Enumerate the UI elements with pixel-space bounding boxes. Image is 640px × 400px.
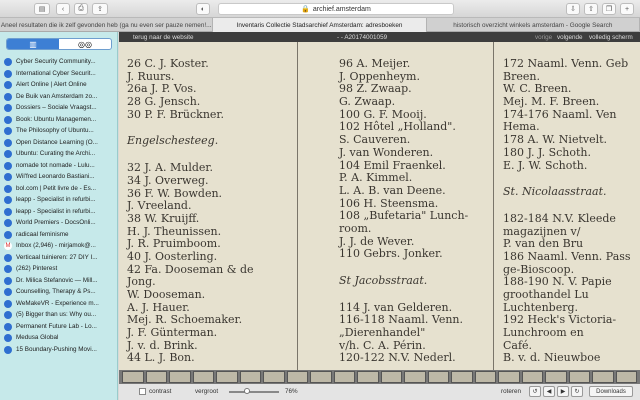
- page-thumbnail[interactable]: [451, 371, 473, 383]
- scan-line: 182-184 N.V. Kleede: [503, 211, 616, 225]
- bookmark-label: WeMakeVR - Experience m...: [16, 299, 99, 307]
- previous-link[interactable]: vorige: [535, 33, 553, 41]
- viewer-top-bar: [119, 32, 640, 42]
- bookmark-label: Cyber Security Community...: [16, 58, 96, 66]
- zoom-value: 76%: [285, 388, 298, 395]
- bookmark-label: International Cyber Securit...: [16, 69, 96, 77]
- scan-line: J. J. de Wever.: [339, 234, 415, 248]
- bookmark-label: Open Distance Learning (O...: [16, 138, 98, 146]
- bookmark-item[interactable]: [0, 275, 118, 287]
- scan-line: 192 Heck's Victoria-: [503, 313, 617, 327]
- bookmark-label: Dossiers – Sociale Vraagst...: [16, 104, 97, 112]
- zoom-slider-knob[interactable]: [244, 388, 250, 394]
- sidebar-segment-control: [6, 38, 112, 50]
- column-divider: [297, 42, 298, 370]
- bookmark-label: Book: Ubuntu Managemen...: [16, 115, 97, 123]
- column-divider: [493, 42, 494, 370]
- scan-line: 26 C. J. Koster.: [127, 57, 209, 70]
- scan-line: 38 W. Kruijff.: [127, 211, 200, 225]
- next-link[interactable]: volgende: [557, 33, 583, 41]
- tab-3[interactable]: historisch overzicht winkels amsterdam - Google Search: [427, 18, 640, 32]
- scan-line: Luchtenberg.: [503, 300, 578, 314]
- page-thumbnail[interactable]: [428, 371, 450, 383]
- bookmark-item[interactable]: [0, 217, 118, 229]
- archive-viewer: [119, 32, 640, 400]
- scan-line: P. van den Bru: [503, 237, 584, 251]
- scan-line: 44 L. J. Bon.: [127, 351, 195, 365]
- bookmark-label: The Philosophy of Ubuntu...: [16, 127, 94, 135]
- bookmark-item[interactable]: [0, 321, 118, 333]
- bookmark-item[interactable]: [0, 240, 118, 252]
- page-thumbnail[interactable]: [334, 371, 356, 383]
- share-button[interactable]: ⇪: [92, 3, 108, 15]
- scan-line: 30 P. F. Brückner.: [127, 107, 224, 121]
- contrast-label: contrast: [149, 388, 172, 395]
- bookmark-item[interactable]: [0, 298, 118, 310]
- favicon-icon: [4, 196, 12, 204]
- scan-line: 28 G. Jensch.: [127, 95, 201, 109]
- scan-line: 36 F. W. Bowden.: [127, 186, 223, 200]
- favicon-icon: [4, 265, 12, 273]
- bookmark-label: Counselling, Therapy & Ps...: [16, 288, 96, 296]
- page-thumbnail-strip[interactable]: [119, 370, 640, 384]
- favicon-icon: [4, 58, 12, 66]
- scan-line: A. J. Hauer.: [127, 300, 190, 314]
- bookmark-item[interactable]: [0, 114, 118, 126]
- scan-line: 172 Naaml. Venn. Geb: [503, 57, 629, 70]
- favicon-icon: [4, 277, 12, 285]
- favicon-icon: [4, 150, 12, 158]
- lock-icon: 🔒: [301, 6, 310, 13]
- bookmark-label: Permanent Future Lab - Lo...: [16, 322, 97, 330]
- bookmark-label: Verticaal tuinieren: 27 DIY I...: [16, 253, 98, 261]
- scan-line: 116-118 Naaml. Venn.: [339, 313, 463, 327]
- bookmark-label: Alert Online | Alert Online: [16, 81, 87, 89]
- bookmark-item[interactable]: [0, 252, 118, 264]
- scan-column-1: [127, 58, 254, 365]
- bookmark-item[interactable]: [0, 206, 118, 218]
- viewer-footer: [119, 384, 640, 400]
- favicon-icon: [4, 81, 12, 89]
- bookmark-label: leapp - Specialist in refurbi...: [16, 196, 96, 204]
- bookmark-label: bol.com | Petit livre de - Es...: [16, 184, 97, 192]
- bookmark-label: World Premiers - DocsOnli...: [16, 219, 96, 227]
- share-icon-button[interactable]: ⇧: [584, 3, 598, 15]
- bookmark-label: radicaal feminisme: [16, 230, 69, 238]
- zoom-label: vergroot: [195, 388, 219, 395]
- back-to-website-link[interactable]: terug naar de website: [133, 33, 194, 41]
- scan-line: Mej. R. Schoemaker.: [127, 313, 243, 327]
- scan-line: [127, 148, 254, 162]
- bookmark-label: De Buik van Amsterdam zo...: [16, 92, 98, 100]
- scan-line: 188-190 N. V. Papie: [503, 275, 612, 289]
- bookmark-label: (262) Pinterest: [16, 265, 58, 273]
- scan-line: 114 J. van Gelderen.: [339, 300, 453, 314]
- scan-line: [127, 121, 254, 135]
- bookmark-item[interactable]: [0, 125, 118, 137]
- bookmark-item[interactable]: [0, 286, 118, 298]
- bookmark-label: Dr. Milica Stefanovic — Mill...: [16, 276, 98, 284]
- favicon-icon: [4, 300, 12, 308]
- scan-line: „Dierenhandel": [339, 326, 426, 340]
- url-text: archief.amsterdam: [312, 5, 371, 13]
- bookmark-item[interactable]: [0, 309, 118, 321]
- scan-line: [503, 172, 631, 186]
- sidebar-toggle-button[interactable]: ▤: [34, 3, 50, 15]
- scan-line: Breen.: [503, 69, 540, 83]
- page-thumbnail[interactable]: [310, 371, 332, 383]
- page-thumbnail[interactable]: [522, 371, 544, 383]
- page-thumbnail[interactable]: [193, 371, 215, 383]
- favicon-icon: [4, 104, 12, 112]
- browser-toolbar: [0, 0, 640, 18]
- scan-line: E. J. W. Schoth.: [503, 158, 588, 172]
- bookmark-item[interactable]: [0, 194, 118, 206]
- scan-line: P. A. Kimmel.: [339, 171, 413, 185]
- scan-line: 40 J. Oosterling.: [127, 249, 218, 263]
- favicon-icon: M: [5, 243, 11, 249]
- scan-line: J. Oppenheym.: [339, 69, 420, 83]
- page-thumbnail[interactable]: [404, 371, 426, 383]
- scan-line: Mej. M. F. Breen.: [503, 95, 600, 109]
- scan-column-3: [503, 58, 631, 365]
- page-thumbnail[interactable]: [287, 371, 309, 383]
- page-thumbnail[interactable]: [146, 371, 168, 383]
- rotate-right-button[interactable]: ↻: [571, 386, 583, 397]
- bookmark-label: nomade tot nomade - Lulu...: [16, 161, 95, 169]
- scan-line: Engelschesteeg.: [127, 134, 219, 148]
- scan-line: J. van Wonderen.: [339, 145, 434, 159]
- print-button[interactable]: ⎙: [74, 3, 88, 15]
- scan-line: ge-Bioscoop.: [503, 262, 575, 276]
- favicon-icon: [4, 70, 12, 78]
- bookmark-item[interactable]: [0, 171, 118, 183]
- scan-line: J. v. d. Brink.: [127, 338, 198, 352]
- scan-line: v/h. C. A. Périn.: [339, 338, 426, 352]
- bookmark-label: 15 Boundary-Pushing Movi...: [16, 345, 97, 353]
- prev-page-button[interactable]: ◀: [543, 386, 555, 397]
- bookmarks-list: [0, 56, 118, 355]
- contrast-checkbox[interactable]: [139, 388, 146, 395]
- favicon-icon: [4, 231, 12, 239]
- scan-column-2: [339, 58, 468, 365]
- scan-line: Jong.: [127, 275, 156, 289]
- favicon-icon: [4, 185, 12, 193]
- favicon-icon: [4, 346, 12, 354]
- bookmark-item[interactable]: [0, 332, 118, 344]
- page-thumbnail[interactable]: [498, 371, 520, 383]
- favicon-icon: [4, 139, 12, 147]
- scan-line: room.: [339, 221, 372, 235]
- site-info-icon[interactable]: ◐: [196, 3, 210, 15]
- scanned-page[interactable]: [119, 42, 640, 370]
- bookmark-item[interactable]: [0, 160, 118, 172]
- scan-line: [503, 199, 631, 213]
- new-tab-button[interactable]: +: [620, 3, 634, 15]
- scan-line: 108 „Bufetaria" Lunch-: [339, 209, 469, 223]
- reading-list-tab-icon[interactable]: ◎◎: [78, 39, 92, 49]
- page-thumbnail[interactable]: [357, 371, 379, 383]
- scan-line: S. Cauveren.: [339, 133, 411, 147]
- bookmark-label: Medusa Global: [16, 334, 59, 342]
- bookmark-item[interactable]: [0, 137, 118, 149]
- scan-line: St. Nicolaasstraat.: [503, 185, 607, 199]
- bookmark-item[interactable]: [0, 229, 118, 241]
- scan-line: J. R. Pruimboom.: [127, 237, 221, 251]
- scan-line: Lunchroom en: [503, 326, 584, 340]
- scan-line: 178 A. W. Nietvelt.: [503, 133, 608, 147]
- page-thumbnail[interactable]: [216, 371, 238, 383]
- scan-line: magazijnen v/: [503, 224, 581, 238]
- favicon-icon: [4, 162, 12, 170]
- rotate-label: roteren: [501, 388, 521, 395]
- fullscreen-link[interactable]: volledig scherm: [589, 33, 633, 41]
- bookmark-item[interactable]: [0, 263, 118, 275]
- scan-line: 26a J. P. Vos.: [127, 82, 197, 96]
- bookmark-label: (5) Bigger than us: Why ou...: [16, 311, 97, 319]
- scan-line: groothandel Lu: [503, 288, 589, 301]
- bookmarks-sidebar: [0, 32, 118, 400]
- scan-line: L. A. B. van Deene.: [339, 183, 446, 197]
- bookmark-label: Ubuntu: Curating the Archi...: [16, 150, 96, 158]
- tab-bar: [0, 18, 640, 32]
- bookmark-item[interactable]: [0, 91, 118, 103]
- scan-line: St Jacobsstraat.: [339, 274, 428, 287]
- download-button[interactable]: ⇩: [566, 3, 580, 15]
- favicon-icon: [4, 93, 12, 101]
- next-page-button[interactable]: ▶: [557, 386, 569, 397]
- favicon-icon: [4, 334, 12, 342]
- bookmark-label: Wil'fred Leonardo Bastiani...: [16, 173, 95, 181]
- scan-line: 186 Naaml. Venn. Pass: [503, 249, 631, 263]
- address-bar[interactable]: [218, 3, 454, 15]
- scan-line: 106 H. Steensma.: [339, 196, 439, 210]
- scan-line: 180 J. J. Schoth.: [503, 145, 591, 159]
- favicon-icon: [4, 311, 12, 319]
- bookmark-item[interactable]: [0, 344, 118, 356]
- scan-line: 98 Z. Zwaap.: [339, 82, 412, 96]
- page-thumbnail[interactable]: [381, 371, 403, 383]
- favicon-icon: [4, 254, 12, 262]
- favicon-icon: [4, 208, 12, 216]
- scan-line: 96 A. Meijer.: [339, 57, 411, 70]
- scan-line: [339, 261, 468, 275]
- page-thumbnail[interactable]: [169, 371, 191, 383]
- scan-line: G. Zwaap.: [339, 95, 396, 109]
- scan-line: Café.: [503, 338, 533, 352]
- page-thumbnail[interactable]: [592, 371, 614, 383]
- page-thumbnail[interactable]: [569, 371, 591, 383]
- rotate-left-button[interactable]: ↺: [529, 386, 541, 397]
- downloads-button[interactable]: Downloads: [589, 386, 633, 397]
- page-thumbnail[interactable]: [122, 371, 144, 383]
- scan-line: B. v. d. Nieuwboe: [503, 351, 601, 365]
- page-thumbnail[interactable]: [263, 371, 285, 383]
- back-button[interactable]: ‹: [56, 3, 70, 15]
- tab-1[interactable]: Aneel resultaten die ik zelf gevonden heb (ga nu even ser pauze nemen!...: [0, 18, 213, 32]
- page-thumbnail[interactable]: [475, 371, 497, 383]
- favicon-icon: [4, 219, 12, 227]
- tab-2[interactable]: Inventaris Collectie Stadsarchief Amsterdam: adresboeken: [213, 18, 426, 32]
- scan-line: Hema.: [503, 120, 540, 134]
- favicon-icon: [4, 288, 12, 296]
- scan-line: W. Dooseman.: [127, 288, 206, 301]
- scan-line: 102 Hôtel „Holland".: [339, 120, 456, 134]
- scan-line: [339, 288, 468, 302]
- bookmark-item[interactable]: [0, 56, 118, 68]
- scan-line: J. F. Günterman.: [127, 326, 218, 340]
- favicon-icon: [4, 323, 12, 331]
- scan-line: 32 J. A. Mulder.: [127, 161, 213, 175]
- scan-line: 110 Gebrs. Jonker.: [339, 247, 443, 261]
- scan-line: H. J. Theunissen.: [127, 224, 222, 238]
- scan-line: W. C. Breen.: [503, 82, 572, 96]
- scan-line: 34 J. Overweg.: [127, 173, 209, 187]
- page-thumbnail[interactable]: [616, 371, 638, 383]
- favicon-icon: [4, 173, 12, 181]
- favicon-icon: [4, 127, 12, 135]
- bookmark-item[interactable]: [0, 148, 118, 160]
- document-id: - - A20174001059: [337, 33, 388, 41]
- favicon-icon: [4, 116, 12, 124]
- scan-line: J. Vreeland.: [127, 199, 192, 213]
- bookmark-item[interactable]: [0, 183, 118, 195]
- page-thumbnail[interactable]: [545, 371, 567, 383]
- bookmark-item[interactable]: [0, 68, 118, 80]
- scan-line: 42 Fa. Dooseman & de: [127, 262, 254, 276]
- scan-line: 120-122 N.V. Nederl.: [339, 351, 456, 365]
- scan-line: J. Ruurs.: [127, 69, 175, 83]
- page-thumbnail[interactable]: [240, 371, 262, 383]
- bookmarks-tab-icon[interactable]: ▥: [7, 39, 59, 49]
- bookmark-label: leapp - Specialist in refurbi...: [16, 207, 96, 215]
- scan-line: 100 G. F. Mooij.: [339, 107, 427, 121]
- scan-line: 174-176 Naaml. Ven: [503, 107, 617, 121]
- zoom-slider[interactable]: [229, 391, 279, 393]
- bookmark-label: Inbox (2,946) - mirjamok@...: [16, 242, 96, 250]
- tabs-overview-button[interactable]: ❐: [602, 3, 616, 15]
- scan-line: 104 Emil Fraenkel.: [339, 158, 446, 172]
- bookmark-item[interactable]: [0, 102, 118, 114]
- bookmark-item[interactable]: [0, 79, 118, 91]
